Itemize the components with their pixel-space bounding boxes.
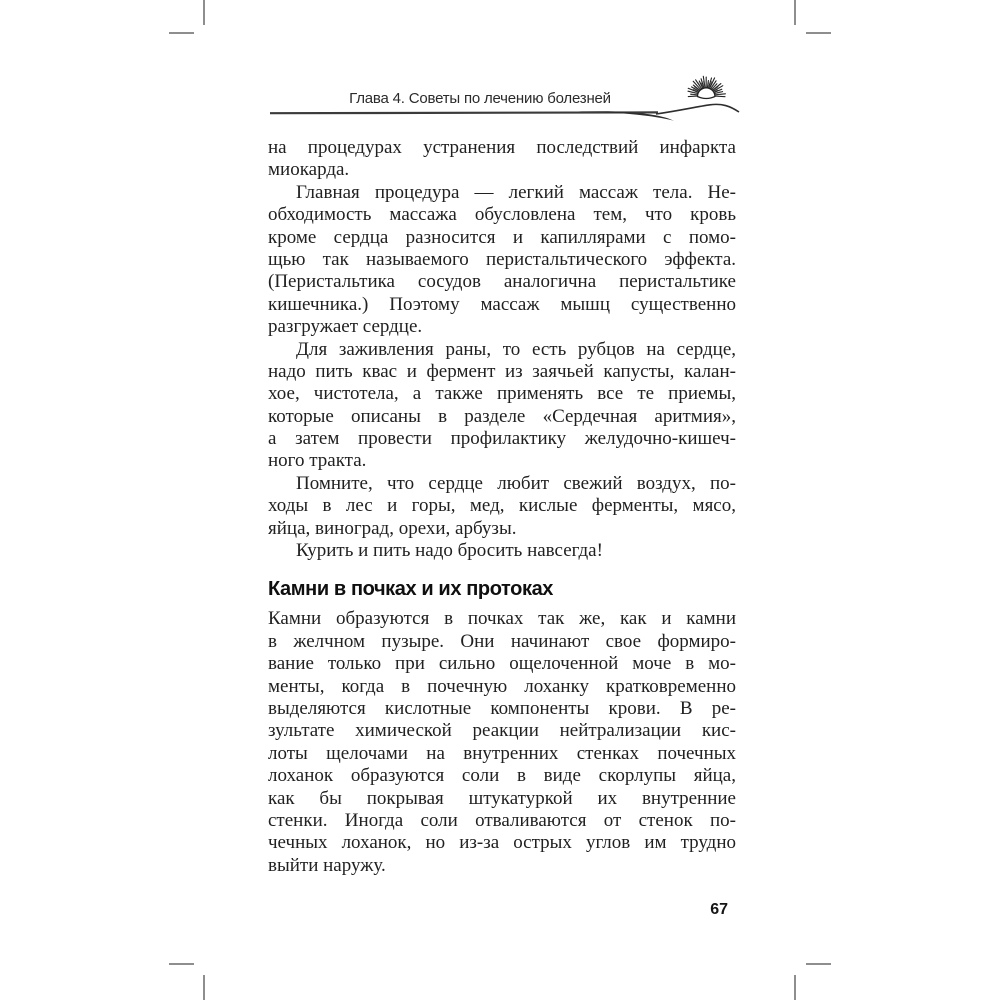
text-line: щью так называемого перистальтического эффекта. (268, 248, 736, 270)
crop-mark-bottom-left-vertical (203, 975, 205, 1000)
page-body (268, 137, 736, 877)
text-line: стенки. Иногда соли отваливаются от стенок по- (268, 809, 736, 831)
text-line: зультате химической реакции нейтрализации кис- (268, 720, 736, 742)
crop-mark-top-left-vertical (203, 0, 205, 25)
crop-mark-top-right-vertical (794, 0, 796, 25)
text-line: чечных лоханок, но из-за острых углов им трудно (268, 832, 736, 854)
text-line: Главная процедура — легкий массаж тела. Не- (296, 181, 736, 203)
crop-mark-bottom-left-horizontal (169, 963, 194, 965)
chapter-rule-ornament (260, 65, 750, 135)
text-line: кишечника.) Поэтому массаж мышц существенно (268, 293, 736, 315)
paragraph (268, 540, 736, 562)
page-number: 67 (710, 901, 728, 918)
text-line: надо пить квас и фермент из заячьей капусты, калан- (268, 360, 736, 382)
text-line: лоты щелочами на внутренних стенках почечных (268, 742, 736, 764)
chapter-running-head: Глава 4. Советы по лечению болезней (349, 90, 611, 107)
text-line: а затем провести профилактику желудочно-кишеч- (268, 428, 736, 450)
text-line: в желчном пузыре. Они начинают свое формиро- (268, 630, 736, 652)
paragraph (268, 339, 736, 473)
text-line: лоханок образуются соли в виде скорлупы яйца, (268, 765, 736, 787)
text-line: Для заживления раны, то есть рубцов на сердце, (296, 338, 736, 360)
crop-mark-bottom-right-horizontal (806, 963, 831, 965)
text-line: (Перистальтика сосудов аналогична перистальтике (268, 271, 736, 293)
flower-core (698, 88, 715, 99)
text-line: менты, когда в почечную лоханку кратковременно (268, 675, 736, 697)
text-line: яйца, виноград, орехи, арбузы. (268, 517, 517, 539)
text-line: вание только при сильно ощелоченной моче в мо- (268, 653, 736, 675)
crop-mark-top-right-horizontal (806, 32, 831, 34)
text-line: хое, чистотела, а также применять все те приемы, (268, 383, 736, 405)
text-line: на процедурах устранения последствий инфаркта (268, 137, 736, 158)
paragraph (268, 182, 736, 339)
paragraph (268, 137, 736, 182)
text-line: Камни образуются в почках так же, как и камни (268, 608, 736, 630)
section-heading: Камни в почках и их протоках (268, 578, 554, 601)
text-line: как бы покрывая штукатуркой их внутренние (268, 787, 736, 809)
text-line: Помните, что сердце любит свежий воздух, по- (296, 472, 736, 494)
text-line: выделяются кислотные компоненты крови. В ре- (268, 697, 736, 719)
text-line: обходимость массажа обусловлена тем, что кровь (268, 204, 736, 226)
paragraph (268, 473, 736, 540)
text-line: ного тракта. (268, 450, 367, 472)
text-line: которые описаны в разделе «Сердечная аритмия», (268, 405, 736, 427)
crop-mark-bottom-right-vertical (794, 975, 796, 1000)
crop-mark-top-left-horizontal (169, 32, 194, 34)
flower-stem (656, 104, 739, 114)
text-line: Курить и пить надо бросить навсегда! (296, 540, 603, 562)
header-rule (270, 112, 658, 113)
text-line: миокарда. (268, 159, 350, 181)
text-line: выйти наружу. (268, 854, 386, 876)
text-line: кроме сердца разносится и капиллярами с помо- (268, 226, 736, 248)
paragraph (268, 608, 736, 877)
text-line: разгружает сердце. (268, 316, 423, 338)
text-line: ходы в лес и горы, мед, кислые ферменты, мясо, (268, 495, 736, 517)
dandelion-flower-icon (688, 76, 725, 98)
